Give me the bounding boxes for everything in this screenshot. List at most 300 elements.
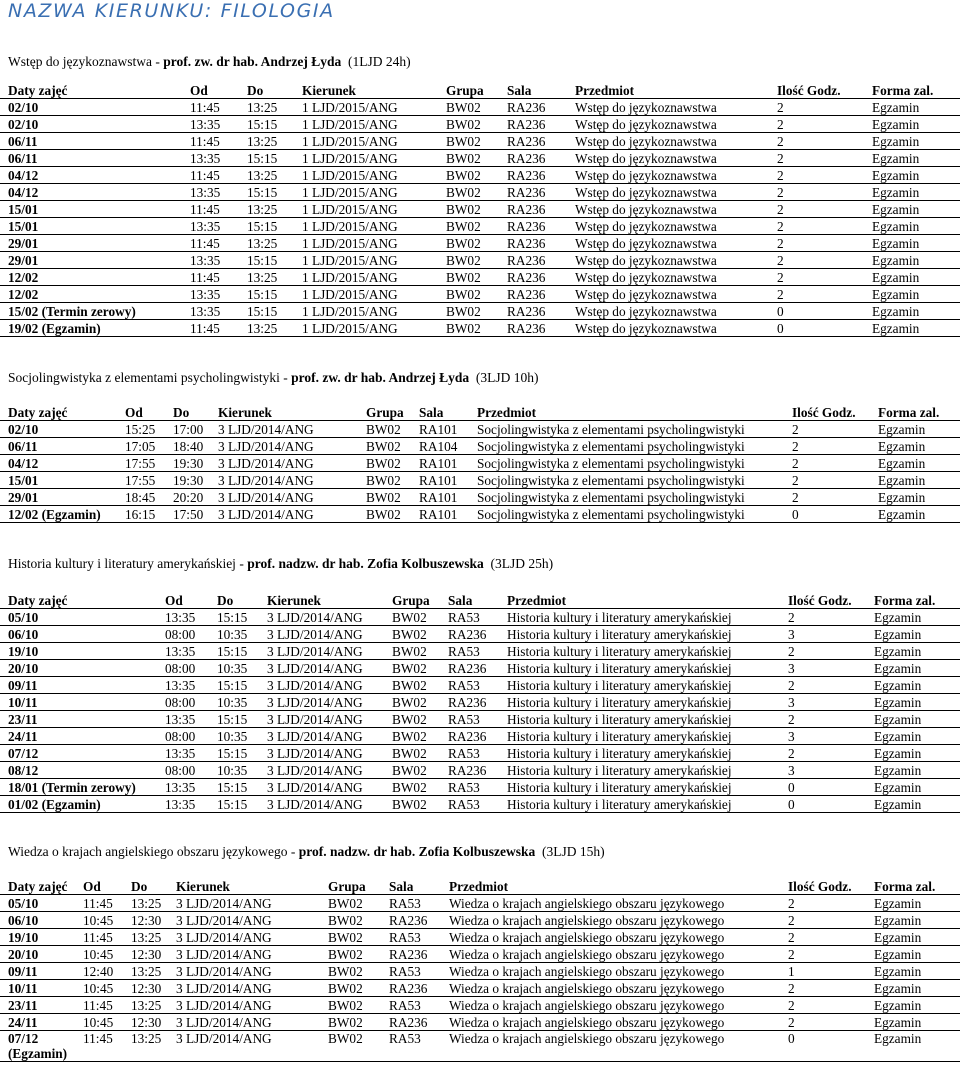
table-cell: BW02 (446, 269, 507, 286)
table-cell: 13:25 (131, 963, 176, 980)
table-row (0, 218, 960, 235)
table-cell: 11:45 (190, 320, 247, 337)
table-cell: Egzamin (878, 506, 960, 523)
table-cell: BW02 (328, 963, 389, 980)
table-cell: 13:25 (247, 235, 302, 252)
table-cell: 19/10 (0, 929, 83, 946)
table-cell: BW02 (328, 946, 389, 963)
table-header-row (0, 592, 960, 609)
table-row (0, 320, 960, 337)
table-cell: RA53 (448, 643, 507, 660)
table-cell: 13:35 (190, 150, 247, 167)
table-cell: 05/10 (0, 895, 83, 912)
table-cell: BW02 (392, 745, 448, 762)
table-row (0, 626, 960, 643)
table-cell: 13:35 (190, 218, 247, 235)
lecturer-name: prof. nadzw. dr hab. Zofia Kolbuszewska (298, 844, 536, 859)
table-cell: RA236 (507, 167, 575, 184)
table-cell: Egzamin (872, 303, 960, 320)
table-cell: RA53 (448, 609, 507, 626)
table-cell: 2 (777, 269, 872, 286)
table-cell: Egzamin (874, 762, 960, 779)
table-cell: RA236 (507, 286, 575, 303)
column-header: Przedmiot (575, 82, 777, 99)
table-cell: 01/02 (Egzamin) (0, 796, 165, 813)
table-cell: 06/10 (0, 626, 165, 643)
table-cell: 15:15 (247, 303, 302, 320)
table-cell: 15/02 (Termin zerowy) (0, 303, 190, 320)
table-cell: Historia kultury i literatury amerykańskiej (507, 626, 788, 643)
table-cell: Egzamin (874, 912, 960, 929)
table-cell: Egzamin (874, 660, 960, 677)
table-cell: BW02 (366, 455, 419, 472)
table-cell: Historia kultury i literatury amerykańskiej (507, 762, 788, 779)
table-cell: Egzamin (874, 895, 960, 912)
table-cell: RA236 (448, 728, 507, 745)
column-header: Forma zal. (872, 82, 960, 99)
table-cell: BW02 (446, 201, 507, 218)
course-section (0, 52, 960, 337)
table-cell: 12:30 (131, 1014, 176, 1031)
table-cell: RA53 (448, 677, 507, 694)
course-code: (1LJD 24h) (341, 54, 411, 69)
table-cell: 3 LJD/2014/ANG (218, 455, 366, 472)
table-cell: BW02 (392, 779, 448, 796)
column-header: Sala (448, 592, 507, 609)
column-header: Do (247, 82, 302, 99)
table-cell: Socjolingwistyka z elementami psycholingwistyki (477, 472, 792, 489)
table-cell: Wstęp do językoznawstwa (575, 167, 777, 184)
table-cell: Egzamin (874, 980, 960, 997)
table-cell: 2 (777, 252, 872, 269)
table-cell: BW02 (446, 184, 507, 201)
table-cell: Egzamin (872, 286, 960, 303)
table-cell: 15:15 (217, 711, 267, 728)
table-cell: 2 (792, 438, 878, 455)
table-cell: Egzamin (872, 252, 960, 269)
table-cell: 13:35 (190, 286, 247, 303)
schedule-table (0, 404, 960, 523)
table-cell: 09/11 (0, 677, 165, 694)
table-cell: 02/10 (0, 99, 190, 116)
table-cell: 13:35 (165, 609, 217, 626)
table-cell: 11:45 (190, 201, 247, 218)
table-cell: 2 (777, 99, 872, 116)
table-cell: Wiedza o krajach angielskiego obszaru językowego (449, 997, 788, 1014)
table-cell: Egzamin (874, 677, 960, 694)
table-cell: 2 (792, 472, 878, 489)
table-cell: Historia kultury i literatury amerykańskiej (507, 728, 788, 745)
table-cell: Egzamin (874, 711, 960, 728)
table-cell: 17:05 (125, 438, 173, 455)
table-cell: Historia kultury i literatury amerykańskiej (507, 660, 788, 677)
table-cell: RA53 (389, 963, 449, 980)
table-cell: 13:25 (247, 99, 302, 116)
table-cell: Egzamin (874, 1014, 960, 1031)
table-cell: RA236 (448, 762, 507, 779)
table-cell: 10:35 (217, 762, 267, 779)
table-cell: 1 LJD/2015/ANG (302, 320, 446, 337)
table-cell: Wiedza o krajach angielskiego obszaru językowego (449, 946, 788, 963)
table-cell: 3 LJD/2014/ANG (176, 912, 328, 929)
page-title: NAZWA KIERUNKU: FILOLOGIA (8, 0, 335, 22)
table-cell: 11:45 (83, 929, 131, 946)
column-header: Forma zal. (874, 878, 960, 895)
table-cell: 15:15 (247, 286, 302, 303)
table-cell: RA236 (507, 218, 575, 235)
table-cell: Historia kultury i literatury amerykańskiej (507, 745, 788, 762)
table-cell: 17:00 (173, 421, 218, 438)
table-cell: 3 LJD/2014/ANG (176, 963, 328, 980)
table-cell: 04/12 (0, 455, 125, 472)
table-cell: 15:15 (247, 150, 302, 167)
table-header-row (0, 82, 960, 99)
table-cell: 15:15 (217, 677, 267, 694)
table-cell: 1 LJD/2015/ANG (302, 286, 446, 303)
course-name: Wstęp do językoznawstwa - (8, 54, 164, 69)
table-cell: 0 (777, 303, 872, 320)
table-row (0, 762, 960, 779)
table-cell: BW02 (328, 980, 389, 997)
table-cell: 3 LJD/2014/ANG (176, 1031, 328, 1062)
table-cell: 15:15 (217, 643, 267, 660)
table-row (0, 184, 960, 201)
table-cell: Wstęp do językoznawstwa (575, 116, 777, 133)
column-header: Daty zajęć (0, 404, 125, 421)
column-header: Kierunek (176, 878, 328, 895)
table-cell: Egzamin (872, 218, 960, 235)
table-cell: RA236 (389, 1014, 449, 1031)
table-cell: 1 LJD/2015/ANG (302, 116, 446, 133)
table-cell: 3 LJD/2014/ANG (176, 1014, 328, 1031)
table-cell: BW02 (446, 320, 507, 337)
table-cell: 15:25 (125, 421, 173, 438)
table-cell: 2 (788, 895, 874, 912)
table-cell: RA53 (389, 895, 449, 912)
table-cell: Wstęp do językoznawstwa (575, 218, 777, 235)
table-cell: 12:30 (131, 946, 176, 963)
table-cell: 3 LJD/2014/ANG (267, 711, 392, 728)
table-cell: Wiedza o krajach angielskiego obszaru językowego (449, 912, 788, 929)
lecturer-name: prof. nadzw. dr hab. Zofia Kolbuszewska (247, 556, 484, 571)
table-cell: 3 LJD/2014/ANG (267, 745, 392, 762)
table-cell: RA236 (507, 201, 575, 218)
table-cell: 13:25 (247, 320, 302, 337)
table-cell: BW02 (328, 997, 389, 1014)
table-cell: RA101 (419, 489, 477, 506)
table-cell: 20/10 (0, 946, 83, 963)
table-cell: 12:30 (131, 980, 176, 997)
table-cell: 19:30 (173, 455, 218, 472)
table-cell: 1 LJD/2015/ANG (302, 150, 446, 167)
table-cell: 13:35 (190, 116, 247, 133)
column-header: Ilość Godz. (788, 878, 874, 895)
table-cell: 2 (788, 980, 874, 997)
table-cell: BW02 (446, 99, 507, 116)
table-cell: 13:35 (165, 779, 217, 796)
table-cell: 06/11 (0, 438, 125, 455)
column-header: Przedmiot (507, 592, 788, 609)
table-cell: 12:30 (131, 912, 176, 929)
table-row (0, 609, 960, 626)
column-header: Od (165, 592, 217, 609)
table-cell: Egzamin (872, 235, 960, 252)
table-cell: 04/12 (0, 184, 190, 201)
table-cell: 24/11 (0, 728, 165, 745)
table-cell: Historia kultury i literatury amerykańskiej (507, 779, 788, 796)
table-cell: 11:45 (190, 167, 247, 184)
table-cell: 2 (788, 997, 874, 1014)
column-header: Do (173, 404, 218, 421)
table-cell: 2 (788, 912, 874, 929)
table-cell: RA236 (448, 660, 507, 677)
table-cell: 2 (788, 677, 874, 694)
table-cell: 24/11 (0, 1014, 83, 1031)
column-header: Grupa (446, 82, 507, 99)
table-cell: 06/11 (0, 133, 190, 150)
table-cell: Egzamin (874, 626, 960, 643)
column-header: Ilość Godz. (777, 82, 872, 99)
table-cell: Historia kultury i literatury amerykańskiej (507, 711, 788, 728)
table-cell: 1 LJD/2015/ANG (302, 235, 446, 252)
table-cell: 3 LJD/2014/ANG (267, 728, 392, 745)
table-cell: Wstęp do językoznawstwa (575, 150, 777, 167)
table-row (0, 201, 960, 218)
table-cell: 1 LJD/2015/ANG (302, 201, 446, 218)
table-cell: BW02 (392, 762, 448, 779)
table-cell: BW02 (392, 796, 448, 813)
table-cell: Egzamin (872, 133, 960, 150)
course-heading (0, 554, 960, 574)
table-cell: 02/10 (0, 116, 190, 133)
table-cell: 2 (788, 609, 874, 626)
table-cell: 08:00 (165, 728, 217, 745)
table-cell: Egzamin (874, 609, 960, 626)
column-header: Przedmiot (477, 404, 792, 421)
table-cell: 10:45 (83, 912, 131, 929)
table-cell: 13:25 (131, 929, 176, 946)
column-header: Daty zajęć (0, 592, 165, 609)
table-row (0, 946, 960, 963)
column-header: Forma zal. (878, 404, 960, 421)
table-cell: RA236 (389, 980, 449, 997)
table-row (0, 912, 960, 929)
table-cell: Egzamin (878, 489, 960, 506)
column-header: Grupa (366, 404, 419, 421)
course-code: (3LJD 15h) (535, 844, 605, 859)
table-cell: 23/11 (0, 997, 83, 1014)
table-row (0, 303, 960, 320)
table-cell: Egzamin (872, 116, 960, 133)
table-cell: 10/11 (0, 694, 165, 711)
table-row (0, 694, 960, 711)
table-cell: Egzamin (874, 963, 960, 980)
table-cell: 0 (777, 320, 872, 337)
table-cell: BW02 (328, 895, 389, 912)
table-cell: 15:15 (217, 779, 267, 796)
table-cell: Wstęp do językoznawstwa (575, 99, 777, 116)
table-cell: Historia kultury i literatury amerykańskiej (507, 677, 788, 694)
table-cell: Historia kultury i literatury amerykańskiej (507, 796, 788, 813)
column-header: Od (83, 878, 131, 895)
table-cell: 19/10 (0, 643, 165, 660)
table-cell: RA236 (507, 184, 575, 201)
table-cell: 11:45 (83, 997, 131, 1014)
table-cell: Historia kultury i literatury amerykańskiej (507, 694, 788, 711)
table-row (0, 1031, 960, 1062)
table-row (0, 997, 960, 1014)
column-header: Grupa (392, 592, 448, 609)
table-cell: Wstęp do językoznawstwa (575, 201, 777, 218)
table-cell: 2 (788, 929, 874, 946)
table-row (0, 1014, 960, 1031)
table-row (0, 779, 960, 796)
table-cell: 13:35 (190, 184, 247, 201)
schedule-table (0, 82, 960, 337)
table-cell: 2 (777, 286, 872, 303)
column-header: Daty zajęć (0, 878, 83, 895)
table-cell: 13:25 (247, 201, 302, 218)
table-cell: 29/01 (0, 235, 190, 252)
table-row (0, 796, 960, 813)
table-cell: 10:45 (83, 946, 131, 963)
table-cell: RA53 (389, 929, 449, 946)
table-cell: 1 LJD/2015/ANG (302, 269, 446, 286)
table-cell: 20/10 (0, 660, 165, 677)
table-cell: RA101 (419, 421, 477, 438)
table-cell: 1 LJD/2015/ANG (302, 167, 446, 184)
table-cell: BW02 (328, 912, 389, 929)
table-row (0, 728, 960, 745)
table-cell: Socjolingwistyka z elementami psycholingwistyki (477, 489, 792, 506)
table-cell: Egzamin (874, 997, 960, 1014)
table-cell: 3 LJD/2014/ANG (176, 929, 328, 946)
table-cell: Wstęp do językoznawstwa (575, 286, 777, 303)
table-cell: 06/11 (0, 150, 190, 167)
table-cell: Egzamin (872, 201, 960, 218)
table-cell: 2 (777, 150, 872, 167)
table-cell: RA236 (389, 946, 449, 963)
table-cell: BW02 (366, 438, 419, 455)
table-cell: RA53 (389, 997, 449, 1014)
table-row (0, 489, 960, 506)
table-cell: 15:15 (247, 184, 302, 201)
column-header: Przedmiot (449, 878, 788, 895)
course-heading (0, 52, 960, 72)
table-cell: 2 (788, 711, 874, 728)
table-cell: 10:45 (83, 1014, 131, 1031)
table-cell: 3 LJD/2014/ANG (218, 489, 366, 506)
table-cell: BW02 (446, 116, 507, 133)
column-header: Do (131, 878, 176, 895)
table-row (0, 980, 960, 997)
table-cell: BW02 (446, 235, 507, 252)
table-cell: 1 LJD/2015/ANG (302, 184, 446, 201)
table-cell: BW02 (328, 929, 389, 946)
table-cell: Egzamin (872, 320, 960, 337)
table-cell: 3 LJD/2014/ANG (218, 438, 366, 455)
table-cell: 13:35 (165, 745, 217, 762)
table-cell: 2 (777, 116, 872, 133)
table-cell: 3 LJD/2014/ANG (267, 677, 392, 694)
table-cell: 13:25 (131, 895, 176, 912)
table-cell: 15:15 (247, 116, 302, 133)
table-cell: 3 (788, 762, 874, 779)
table-cell: 13:25 (247, 133, 302, 150)
column-header: Kierunek (302, 82, 446, 99)
table-cell: BW02 (392, 677, 448, 694)
schedule-table (0, 592, 960, 813)
schedule-table (0, 878, 960, 1062)
course-section (0, 368, 960, 523)
table-cell: RA104 (419, 438, 477, 455)
column-header: Od (125, 404, 173, 421)
table-cell: 0 (788, 779, 874, 796)
table-cell: 08:00 (165, 626, 217, 643)
table-cell: 17:50 (173, 506, 218, 523)
table-cell: 06/10 (0, 912, 83, 929)
table-cell: Egzamin (878, 421, 960, 438)
table-cell: Wstęp do językoznawstwa (575, 235, 777, 252)
table-cell: 20:20 (173, 489, 218, 506)
table-cell: Egzamin (874, 745, 960, 762)
table-cell: 2 (777, 184, 872, 201)
column-header: Do (217, 592, 267, 609)
table-cell: Wstęp do językoznawstwa (575, 184, 777, 201)
table-cell: 1 LJD/2015/ANG (302, 99, 446, 116)
table-cell: Wiedza o krajach angielskiego obszaru językowego (449, 895, 788, 912)
table-row (0, 895, 960, 912)
table-header-row (0, 404, 960, 421)
table-cell: Historia kultury i literatury amerykańskiej (507, 609, 788, 626)
table-cell: RA236 (507, 116, 575, 133)
course-heading (0, 842, 960, 862)
column-header: Kierunek (218, 404, 366, 421)
table-cell: 11:45 (83, 895, 131, 912)
table-row (0, 929, 960, 946)
table-cell: 2 (777, 133, 872, 150)
table-row (0, 421, 960, 438)
table-cell: RA101 (419, 455, 477, 472)
table-cell: Wstęp do językoznawstwa (575, 320, 777, 337)
table-row (0, 269, 960, 286)
table-row (0, 711, 960, 728)
table-cell: 3 (788, 694, 874, 711)
table-cell: BW02 (392, 711, 448, 728)
table-row (0, 286, 960, 303)
table-row (0, 677, 960, 694)
table-cell: Egzamin (874, 929, 960, 946)
table-cell: 1 LJD/2015/ANG (302, 252, 446, 269)
table-cell: Egzamin (874, 796, 960, 813)
table-cell: 15/01 (0, 472, 125, 489)
column-header: Forma zal. (874, 592, 960, 609)
table-cell: BW02 (446, 150, 507, 167)
table-cell: RA236 (507, 269, 575, 286)
table-cell: 11:45 (190, 269, 247, 286)
table-row (0, 167, 960, 184)
table-cell: BW02 (446, 133, 507, 150)
table-cell: 0 (792, 506, 878, 523)
table-cell: 13:35 (165, 643, 217, 660)
column-header: Ilość Godz. (792, 404, 878, 421)
table-cell: RA236 (448, 694, 507, 711)
table-cell: 18/01 (Termin zerowy) (0, 779, 165, 796)
table-cell: BW02 (446, 218, 507, 235)
table-cell: Egzamin (874, 728, 960, 745)
table-row (0, 455, 960, 472)
table-cell: RA53 (448, 796, 507, 813)
